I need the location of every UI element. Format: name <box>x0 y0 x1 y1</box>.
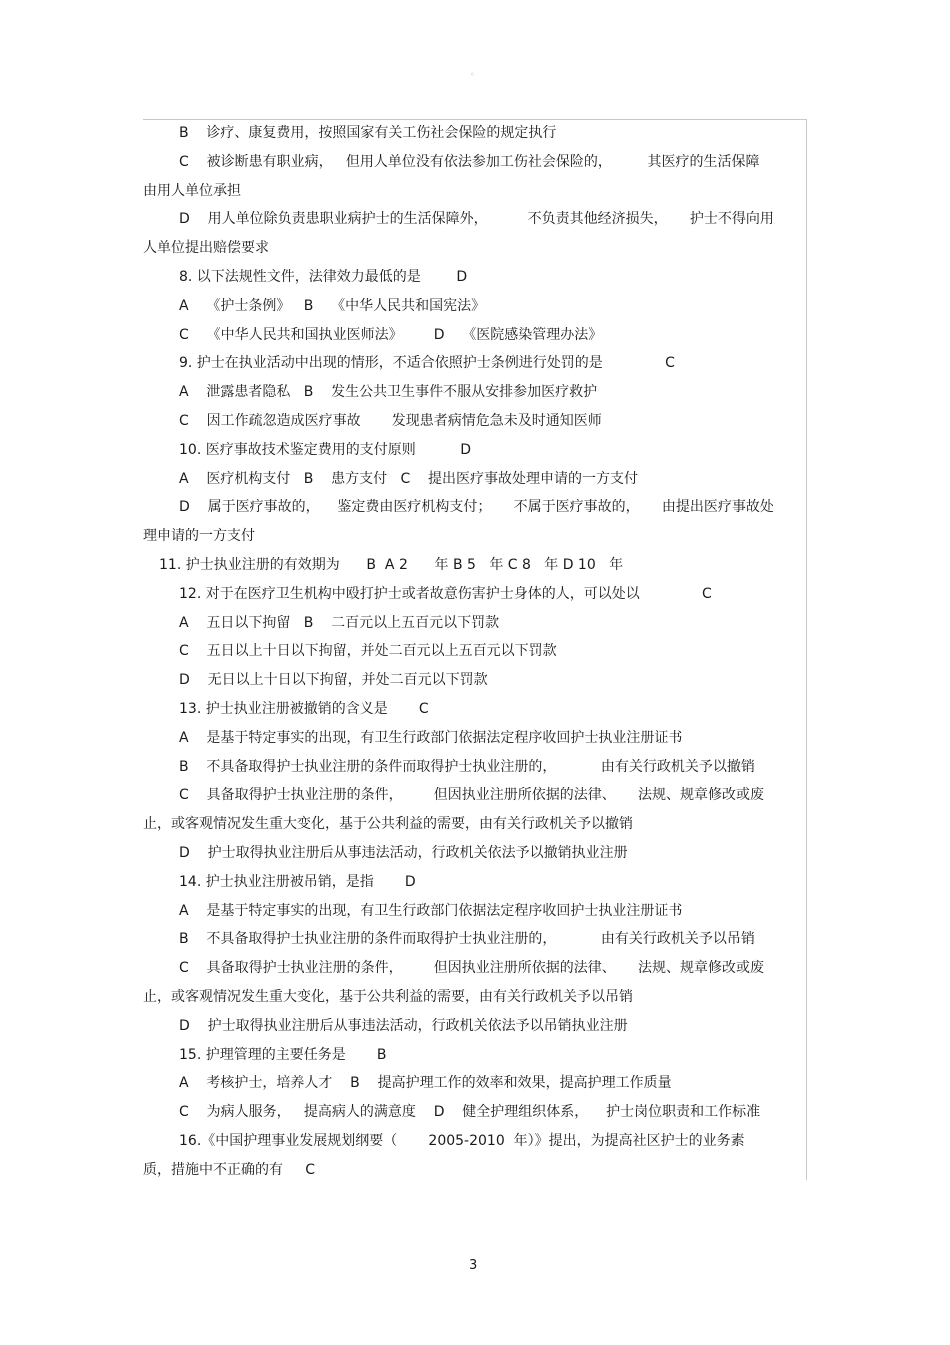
text-line: 理申请的一方支付 <box>143 528 255 545</box>
text-line: A 《护士条例》 B 《中华人民共和国宪法》 <box>179 297 486 314</box>
text-line: C 《中华人民共和国执业医师法》 D 《医院感染管理办法》 <box>179 326 603 343</box>
text-line: B 不具备取得护士执业注册的条件而取得护士执业注册的， 由有关行政机关予以吊销 <box>179 931 755 948</box>
text-line: C 因工作疏忽造成医疗事故 发现患者病情危急未及时通知医师 <box>179 412 602 429</box>
page-number: 3 <box>469 1258 478 1273</box>
text-line: B 不具备取得护士执业注册的条件而取得护士执业注册的， 由有关行政机关予以撤销 <box>179 758 755 775</box>
text-line: A 是基于特定事实的出现，有卫生行政部门依据法定程序收回护士执业注册证书 <box>179 729 683 746</box>
question-line: 10. 医疗事故技术鉴定费用的支付原则 D <box>179 441 471 458</box>
text-line: D 护士取得执业注册后从事违法活动，行政机关依法予以撤销执业注册 <box>179 844 628 861</box>
text-line: C 具备取得护士执业注册的条件， 但因执业注册所依据的法律、 法规、规章修改或废 <box>179 960 764 977</box>
question-line: 13. 护士执业注册被撤销的含义是 C <box>179 700 429 717</box>
question-line: 8. 以下法规性文件，法律效力最低的是 D <box>179 268 468 285</box>
text-line: D 护士取得执业注册后从事违法活动，行政机关依法予以吊销执业注册 <box>179 1017 628 1034</box>
text-line: A 泄露患者隐私 B 发生公共卫生事件不服从安排参加医疗救护 <box>179 384 598 401</box>
text-line: A 考核护士，培养人才 B 提高护理工作的效率和效果，提高护理工作质量 <box>179 1075 672 1092</box>
text-line: B 诊疗、康复费用，按照国家有关工伤社会保险的规定执行 <box>179 125 557 141</box>
text-line: C 被诊断患有职业病， 但用人单位没有依法参加工伤社会保险的， 其医疗的生活保障 <box>179 153 760 170</box>
text-line: D 用人单位除负责患职业病护士的生活保障外， 不负责其他经济损失， 护士不得向用 <box>179 211 774 228</box>
text-line: A 是基于特定事实的出现，有卫生行政部门依据法定程序收回护士执业注册证书 <box>179 902 683 919</box>
question-line: 9. 护士在执业活动中出现的情形，不适合依照护士条例进行处罚的是 C <box>179 355 675 372</box>
text-line: C 具备取得护士执业注册的条件， 但因执业注册所依据的法律、 法规、规章修改或废 <box>179 787 764 804</box>
document-body <box>143 119 799 1184</box>
question-line: 16.《中国护理事业发展规划纲要（ 2005-2010 年）》提出，为提高社区护士的业务素 <box>179 1132 745 1149</box>
question-line: 15. 护理管理的主要任务是 B <box>179 1046 387 1063</box>
text-line: C 五日以上十日以下拘留，并处二百元以上五百元以下罚款 <box>179 643 557 660</box>
question-line: 11. 护士执业注册的有效期为 B A 2 年 B 5 年 C 8 年 D 10 年 <box>159 556 624 573</box>
question-line: 12. 对于在医疗卫生机构中殴打护士或者故意伤害护士身体的人，可以处以 C <box>179 585 712 602</box>
text-line: A 医疗机构支付 B 患方支付 C 提出医疗事故处理申请的一方支付 <box>179 470 639 487</box>
text-line: 质，措施中不正确的有 C <box>143 1161 316 1178</box>
header-mark: ◦ <box>470 70 475 79</box>
text-line: 止，或客观情况发生重大变化，基于公共利益的需要，由有关行政机关予以撤销 <box>143 816 633 833</box>
text-line: A 五日以下拘留 B 二百元以上五百元以下罚款 <box>179 614 500 631</box>
text-line: D 属于医疗事故的， 鉴定费由医疗机构支付； 不属于医疗事故的， 由提出医疗事故处 <box>179 499 774 516</box>
text-line: 人单位提出赔偿要求 <box>143 240 269 257</box>
text-line: 由用人单位承担 <box>143 182 241 199</box>
text-line: D 无日以上十日以下拘留，并处二百元以下罚款 <box>179 672 488 689</box>
text-line: 止，或客观情况发生重大变化，基于公共利益的需要，由有关行政机关予以吊销 <box>143 988 633 1005</box>
text-line: C 为病人服务， 提高病人的满意度 D 健全护理组织体系， 护士岗位职责和工作标准 <box>179 1104 761 1121</box>
question-line: 14. 护士执业注册被吊销，是指 D <box>179 873 416 890</box>
